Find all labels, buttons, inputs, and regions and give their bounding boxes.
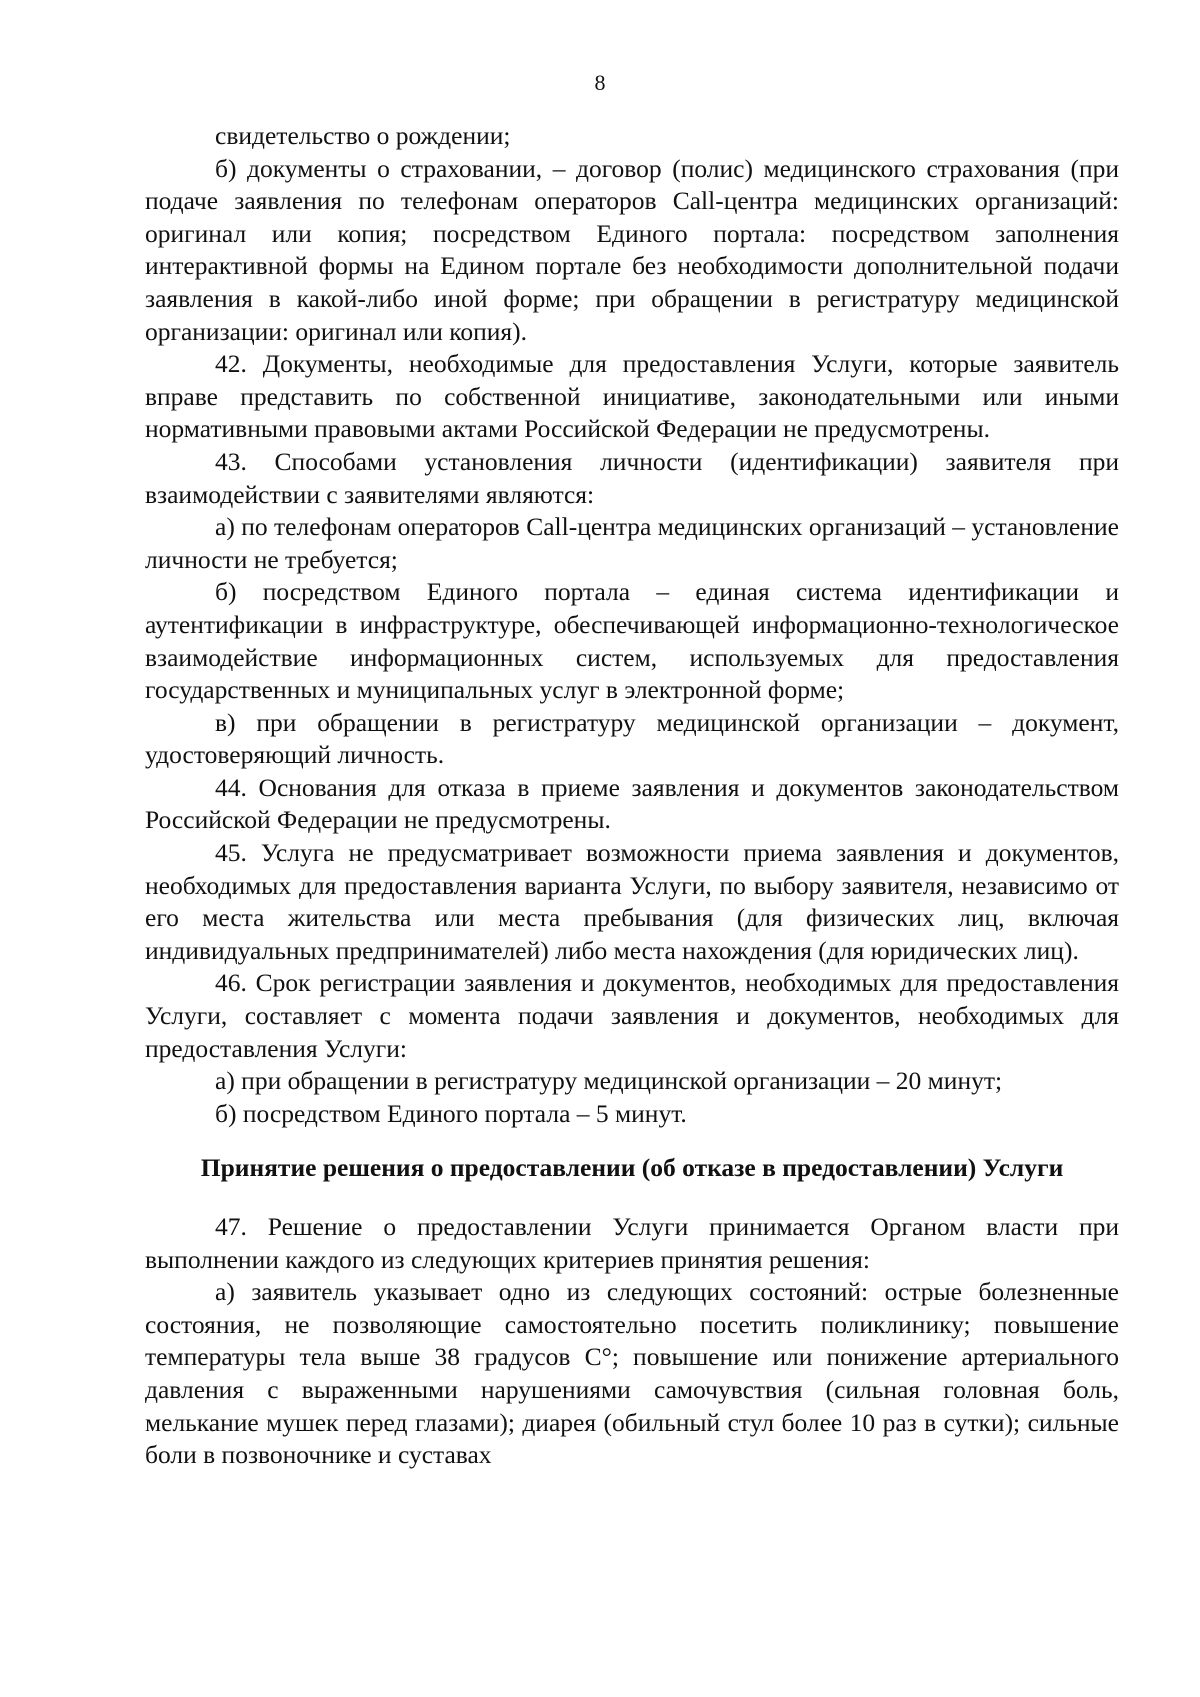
paragraph-46-a: а) при обращении в регистратуру медицинской организации – 20 минут; bbox=[215, 1066, 1003, 1096]
paragraph-44: 44. Основания для отказа в приеме заявления и документов законодательством Российской Федерации не предусмотрены. bbox=[145, 772, 1119, 835]
paragraph-43-b: б) посредством Единого портала – единая система идентификации и аутентификации в инфраструктуре, обеспечивающей информационно-технологическое взаимодействие информационных систем, используемых для предоставления государственных и муниципальных услуг в электронной форме; bbox=[145, 577, 1119, 705]
paragraph-43: 43. Способами установления личности (идентификации) заявителя при взаимодействии с заявителями являются: bbox=[145, 446, 1119, 509]
section-heading: Принятие решения о предоставлении (об отказе в предоставлении) Услуги bbox=[200, 1153, 1064, 1183]
document-body bbox=[145, 120, 1119, 1472]
paragraph-birth-certificate: свидетельство о рождении; bbox=[215, 121, 511, 150]
paragraph-insurance-documents: б) документы о страховании, – договор (полис) медицинского страхования (при подаче заявления по телефонам операторов Call-центра медицинских организаций: оригинал или копия; посредством Единого портала: посредством заполнения интерактивной формы на Едином портале без необходимости дополнительной подачи заявления в какой-либо иной форме; при обращении в регистратуру медицинской организации: оригинал или копия). bbox=[145, 153, 1119, 346]
paragraph-47: 47. Решение о предоставлении Услуги принимается Органом власти при выполнении каждого из следующих критериев принятия решения: bbox=[145, 1212, 1119, 1274]
paragraph-43-v: в) при обращении в регистратуру медицинской организации – документ, удостоверяющий личность. bbox=[145, 707, 1119, 770]
paragraph-46: 46. Срок регистрации заявления и документов, необходимых для предоставления Услуги, составляет с момента подачи заявления и документов, необходимых для предоставления Услуги: bbox=[145, 968, 1119, 1063]
paragraph-47-a: а) заявитель указывает одно из следующих состояний: острые болезненные состояния, не позволяющие самостоятельно посетить поликлинику; повышение температуры тела выше 38 градусов С°; повышение или понижение артериального давления с выраженными нарушениями самочувствия (сильная головная боль, мелькание мушек перед глазами); диарея (обильный стул более 10 раз в сутки); сильные боли в позвоночнике и суставах bbox=[145, 1277, 1119, 1470]
paragraph-42: 42. Документы, необходимые для предоставления Услуги, которые заявитель вправе представить по собственной инициативе, законодательными или иными нормативными правовыми актами Российской Федерации не предусмотрены. bbox=[145, 349, 1119, 444]
paragraph-43-a: а) по телефонам операторов Call-центра медицинских организаций – установление личности не требуется; bbox=[145, 512, 1119, 574]
paragraph-45: 45. Услуга не предусматривает возможности приема заявления и документов, необходимых для предоставления варианта Услуги, по выбору заявителя, независимо от его места жительства или места пребывания (для физических лиц, включая индивидуальных предпринимателей) либо места нахождения (для юридических лиц). bbox=[145, 838, 1119, 965]
page-number: 8 bbox=[594, 70, 606, 95]
paragraph-46-b: б) посредством Единого портала – 5 минут. bbox=[215, 1098, 687, 1128]
